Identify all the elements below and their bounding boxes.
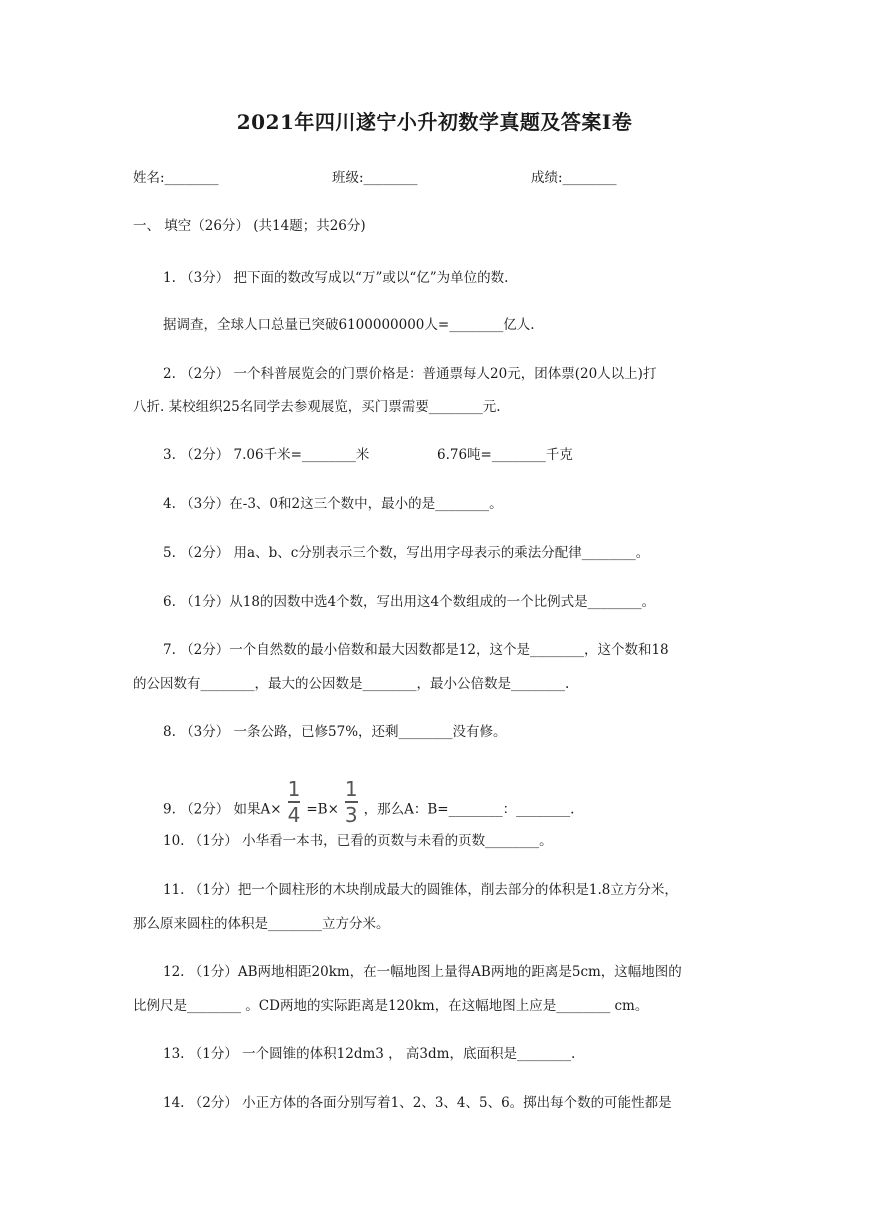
question-3-part-2: 6.76吨=________千克 xyxy=(437,447,573,463)
fraction-one-quarter xyxy=(288,779,301,825)
question-11-line-2: 那么原来圆柱的体积是________立方分米。 xyxy=(133,916,390,932)
question-14-line-1: 14. （2分） 小正方体的各面分别写着1、2、3、4、5、6。掷出每个数的可能性都是 xyxy=(163,1095,672,1111)
question-1-line-2: 据调查，全球人口总量已突破6100000000人=________亿人. xyxy=(163,317,535,333)
question-6: 6. （1分）从18的因数中选4个数，写出用这4个数组成的一个比例式是________。 xyxy=(163,594,656,610)
fraction-2-denominator: 3 xyxy=(344,803,358,827)
question-12-line-1: 12. （1分）AB两地相距20km，在一幅地图上量得AB两地的距离是5cm，这幅地图的 xyxy=(163,964,682,980)
fraction-1-denominator: 4 xyxy=(287,803,301,827)
name-field: 姓名:________ xyxy=(133,170,219,186)
question-2-line-1: 2. （2分） 一个科普展览会的门票价格是：普通票每人20元，团体票(20人以上)打 xyxy=(163,366,657,382)
question-2-line-2: 八折. 某校组织25名同学去参观展览，买门票需要________元. xyxy=(133,399,501,415)
question-12-line-2: 比例尺是________ 。CD两地的实际距离是120km，在这幅地图上应是________ cm。 xyxy=(133,998,649,1014)
fraction-one-third xyxy=(345,779,358,825)
question-7-line-1: 7. （2分）一个自然数的最小倍数和最大因数都是12，这个是________，这个数和18 xyxy=(163,642,669,658)
score-field: 成绩:________ xyxy=(531,170,617,186)
question-4: 4. （3分）在-3、0和2这三个数中，最小的是________。 xyxy=(163,496,503,512)
question-11-line-1: 11. （1分）把一个圆柱形的木块削成最大的圆锥体，削去部分的体积是1.8立方分米， xyxy=(163,882,678,898)
question-9 xyxy=(163,777,575,833)
question-10: 10. （1分） 小华看一本书，已看的页数与未看的页数________。 xyxy=(163,833,553,849)
question-3-part-1: 3. （2分） 7.06千米=________米 xyxy=(163,447,370,463)
question-9-suffix: ，那么A：B=________：________. xyxy=(363,801,575,818)
question-8: 8. （3分） 一条公路，已修57%，还剩________没有修。 xyxy=(163,724,507,740)
fraction-2-numerator: 1 xyxy=(344,777,358,801)
question-13: 13. （1分） 一个圆锥的体积12dm3 ， 高3dm，底面积是________. xyxy=(163,1046,576,1062)
section-heading: 一、 填空（26分） (共14题；共26分) xyxy=(133,218,366,234)
page-title: 2021年四川遂宁小升初数学真题及答案Ⅰ卷 xyxy=(236,110,633,134)
question-9-prefix: 9. （2分） 如果A× xyxy=(163,801,282,818)
question-1-line-1: 1. （3分） 把下面的数改写成以“万”或以“亿”为单位的数. xyxy=(163,270,509,286)
fraction-1-numerator: 1 xyxy=(287,777,301,801)
class-field: 班级:________ xyxy=(332,170,418,186)
question-7-line-2: 的公因数有________，最大的公因数是________，最小公倍数是________. xyxy=(133,676,570,692)
question-9-middle: =B× xyxy=(306,801,339,818)
question-5: 5. （2分） 用a、b、c分别表示三个数，写出用字母表示的乘法分配律________。 xyxy=(163,545,650,561)
